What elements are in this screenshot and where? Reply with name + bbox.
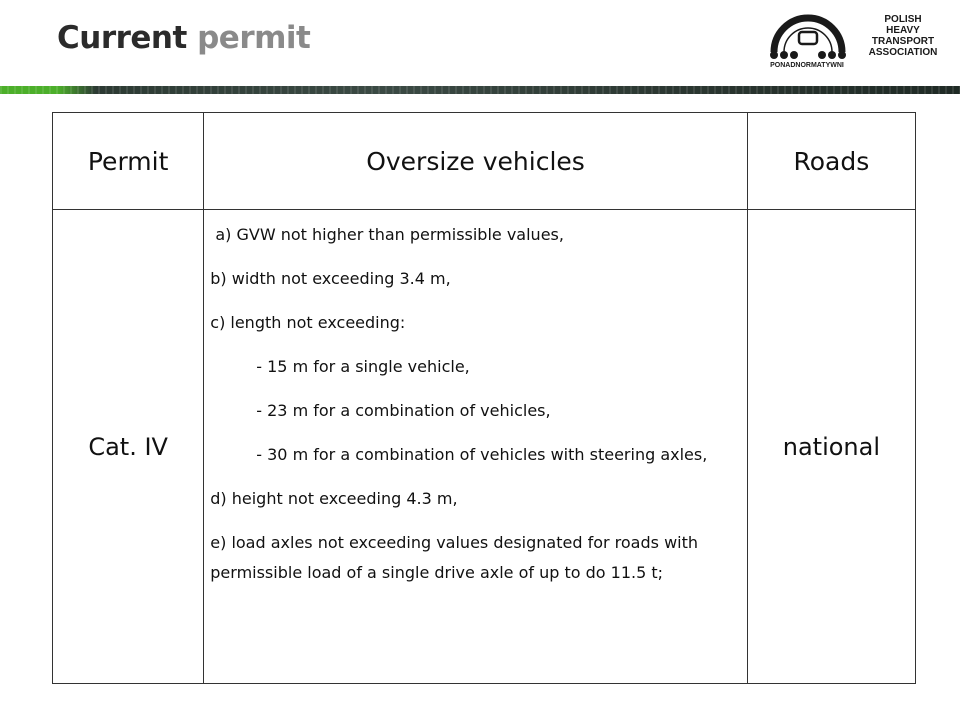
condition-b: b) width not exceeding 3.4 m, <box>210 269 451 288</box>
logo-line: POLISH <box>884 14 922 25</box>
logo-line: ASSOCIATION <box>868 47 938 58</box>
page-title <box>57 20 310 56</box>
condition-c-2: - 23 m for a combination of vehicles, <box>256 401 551 420</box>
header-oversize-vehicles: Oversize vehicles <box>204 113 747 210</box>
cell-conditions <box>204 210 747 684</box>
logo-line: TRANSPORT <box>871 36 935 47</box>
header-divider <box>0 86 960 94</box>
title-light: permit <box>197 20 311 56</box>
title-bold: Current <box>57 20 187 56</box>
condition-c-1: - 15 m for a single vehicle, <box>256 357 470 376</box>
condition-d: d) height not exceeding 4.3 m, <box>210 489 458 508</box>
condition-c-3: - 30 m for a combination of vehicles with steering axles, <box>256 445 708 464</box>
logo-org-name <box>868 14 938 58</box>
cell-permit-category: Cat. IV <box>53 210 204 684</box>
logo-line: HEAVY <box>886 25 920 36</box>
header-roads: Roads <box>747 113 915 210</box>
table-row <box>53 210 916 684</box>
condition-a: a) GVW not higher than permissible values, <box>210 225 564 244</box>
condition-e: e) load axles not exceeding values designated for roads with permissible load of a single drive axle of up to do 11.5 t; <box>210 533 699 582</box>
permit-table <box>52 112 916 684</box>
logo-bottom-text: PONADNORMATYWNI <box>770 62 844 69</box>
cell-roads: national <box>747 210 915 684</box>
table-header-row <box>53 113 916 210</box>
header-permit: Permit <box>53 113 204 210</box>
condition-c: c) length not exceeding: <box>210 313 406 332</box>
